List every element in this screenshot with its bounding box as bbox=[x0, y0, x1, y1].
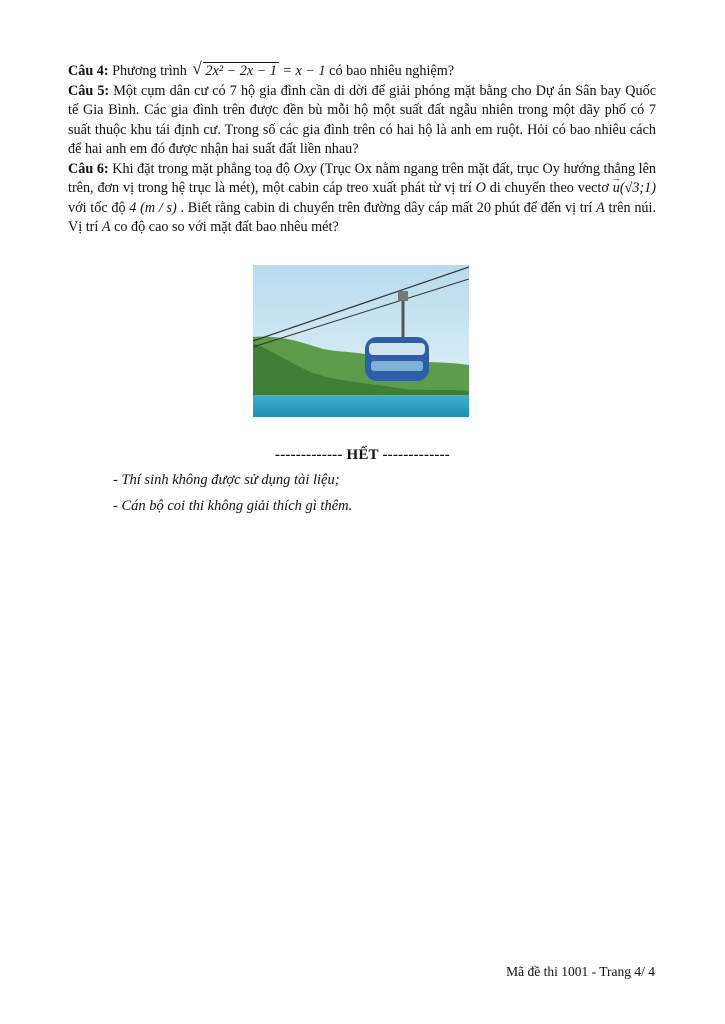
end-marker: ------------- HẾT ------------- bbox=[275, 447, 450, 463]
point-a: A bbox=[596, 199, 605, 216]
question-4 bbox=[68, 62, 656, 82]
note-1: - Thí sinh không được sử dụng tài liệu; bbox=[113, 472, 340, 488]
question-5 bbox=[68, 82, 656, 160]
question-6-text-1: Khi đặt trong mặt phẳng toạ độ bbox=[108, 160, 294, 177]
question-4-text: Phương trình bbox=[108, 63, 191, 79]
cable-car-illustration bbox=[253, 265, 469, 417]
question-4-label: Câu 4: bbox=[68, 63, 109, 79]
point-a-2: A bbox=[101, 219, 111, 235]
question-6-text-2: (Trục Ox nằm ngang trên mặt đất, trục Oy hướng thẳng lên trên, đơn vị trong hệ trục là mét), một cabin cáp treo xuất phát từ vị trí bbox=[68, 160, 656, 196]
water bbox=[253, 395, 469, 417]
question-6 bbox=[68, 160, 656, 238]
question-6-text-5: . Biết rằng cabin di chuyển trên đường dây cáp mất 20 phút để đến vị trí bbox=[176, 199, 597, 216]
question-6-text-4: với tốc độ bbox=[68, 199, 130, 216]
question-6-text-7: co độ cao so với mặt đất bao nhêu mét? bbox=[110, 219, 339, 235]
page-footer: Mã đề thi 1001 - Trang 4/ 4 bbox=[506, 964, 655, 979]
cable-grip bbox=[398, 291, 408, 301]
sqrt-expression bbox=[194, 62, 278, 82]
question-6-text-6: trên núi. Vị trí bbox=[68, 199, 656, 235]
point-o: O bbox=[475, 180, 486, 196]
exam-content bbox=[68, 62, 656, 238]
question-6-label: Câu 6: bbox=[68, 160, 109, 177]
equation-rhs: = x − 1 bbox=[278, 63, 326, 79]
cabin-stripe bbox=[371, 361, 423, 371]
question-5-text: Một cụm dân cư có 7 hộ gia đình cần di dời để giải phóng mặt bằng cho Dự án Sân bay Quốc tế Gia Bình. Các gia đình trên được đền bù mỗi hộ một suất đất ngẫu nhiên trong một dãy phố có 7 suất thuộc khu tái định cư. Trong số các gia đình trên có hai hộ là anh em ruột. Hỏi có bao nhiêu cách để hai anh em đó được nhận hai suất đất liền nhau? bbox=[68, 82, 656, 157]
cable-car-photo bbox=[253, 265, 469, 417]
coordinate-system: Oxy bbox=[293, 160, 317, 177]
note-2: - Cán bộ coi thi không giải thích gì thêm. bbox=[113, 498, 353, 514]
speed-value: 4 (m / s) bbox=[129, 199, 177, 216]
vector-value: (√3;1) bbox=[619, 180, 656, 196]
radicand: 2x² − 2x − 1 bbox=[205, 63, 277, 79]
question-4-tail: có bao nhiêu nghiệm? bbox=[325, 63, 455, 79]
vector-name: → u bbox=[613, 179, 620, 199]
question-5-label: Câu 5: bbox=[68, 82, 110, 99]
cabin-window bbox=[369, 343, 425, 355]
question-6-text-3: di chuyển theo vectơ bbox=[485, 180, 613, 196]
